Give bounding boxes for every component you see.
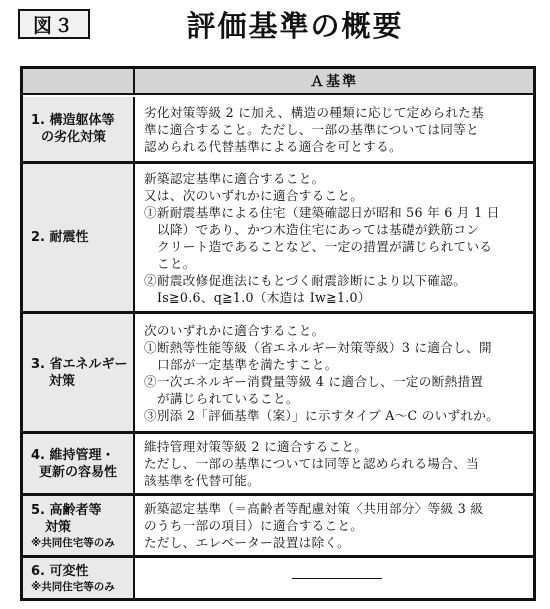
content-line: ただし、一部の基準については同等と認められる場合、当	[144, 456, 479, 471]
row-content-cell	[135, 558, 533, 598]
row-label-cell	[23, 558, 135, 598]
content-line: Is≧0.6、q≧1.0（木造は Iw≧1.0）	[157, 289, 371, 305]
row-label-cell	[23, 164, 135, 311]
content-line: 次のいずれかに適合すること。	[144, 322, 325, 338]
column-header: Ａ基準	[310, 74, 358, 90]
row-label: 3. 省エネルギー	[31, 356, 128, 372]
row-content-cell	[135, 164, 533, 311]
table-row	[23, 97, 533, 161]
table-row	[23, 431, 533, 493]
row-content-cell	[135, 314, 533, 431]
header-blank-cell	[23, 69, 135, 93]
row-label-cell	[23, 97, 135, 161]
content-line: ②耐震改修促進法にもとづく耐震診断により以下確認。	[144, 272, 467, 288]
row-label: 5. 高齢者等	[31, 502, 102, 518]
empty-dash	[292, 578, 382, 579]
content-line: 認められる代替基準による適合を可とする。	[144, 138, 402, 154]
row-label: の劣化対策	[41, 130, 107, 145]
row-label-cell	[23, 314, 135, 431]
row-note: ※共同住宅等のみ	[31, 580, 115, 593]
page-title: 評価基準の概要	[186, 9, 404, 43]
content-line: ①断熱等性能等級（省エネルギー対策等級）3 に適合し、開	[144, 339, 492, 355]
content-line: ①新耐震基準による住宅（建築確認日が昭和 56 年 6 月 1 日	[144, 204, 500, 220]
row-label: 1. 構造躯体等	[31, 113, 115, 128]
content-line: のうち一部の項目）に適合すること。	[144, 518, 364, 533]
row-content-cell	[135, 434, 533, 493]
row-content-cell	[135, 97, 533, 161]
row-label: 対策	[45, 519, 72, 535]
content-line: こと。	[157, 255, 196, 271]
content-line: ③別添 2「評価基準（案）」に示すタイプ A〜C のいずれか。	[144, 407, 500, 423]
row-label-cell	[23, 496, 135, 555]
content-line: 又は、次のいずれかに適合すること。	[144, 187, 364, 203]
row-label: 6. 可変性	[31, 563, 89, 579]
content-line: 維持管理対策等級 2 に適合すること。	[144, 439, 368, 454]
row-note: ※共同住宅等のみ	[31, 536, 115, 549]
content-line: クリート造であることなど、一定の措置が講じられている	[157, 238, 493, 254]
content-line: 以降）であり、かつ木造住宅にあっては基礎が鉄筋コン	[157, 221, 480, 237]
content-line: 新築認定基準に適合すること。	[144, 170, 325, 186]
table-row	[23, 311, 533, 431]
row-content-cell	[135, 496, 533, 555]
content-line: 口部が一定基準を満たすこと。	[157, 356, 338, 372]
row-label: 2. 耐震性	[31, 230, 89, 245]
row-label: 更新の容易性	[39, 464, 118, 480]
table-row	[23, 555, 533, 598]
content-line: 準に適合すること。ただし、一部の基準については同等と	[144, 121, 479, 137]
row-label: 対策	[49, 373, 76, 389]
header	[0, 0, 550, 56]
content-line: 該基準を代替可能。	[144, 473, 261, 488]
table-row	[23, 493, 533, 555]
table-row	[23, 161, 533, 311]
row-label-cell	[23, 434, 135, 493]
content-line: 新築認定基準（＝高齢者等配慮対策〈共用部分〉等級 3 級	[144, 501, 484, 516]
content-line: ただし、エレベーター設置は除く。	[144, 535, 351, 550]
content-line: が講じられていること。	[157, 390, 299, 406]
criteria-table	[20, 66, 536, 601]
content-line: ②一次エネルギー消費量等級 4 に適合し、一定の断熱措置	[144, 373, 484, 389]
row-label: 4. 維持管理・	[31, 447, 115, 463]
figure-label: 図３	[18, 9, 90, 39]
content-line: 劣化対策等級 2 に加え、構造の種類に応じて定められた基	[144, 104, 485, 120]
table-header-row	[23, 69, 533, 95]
